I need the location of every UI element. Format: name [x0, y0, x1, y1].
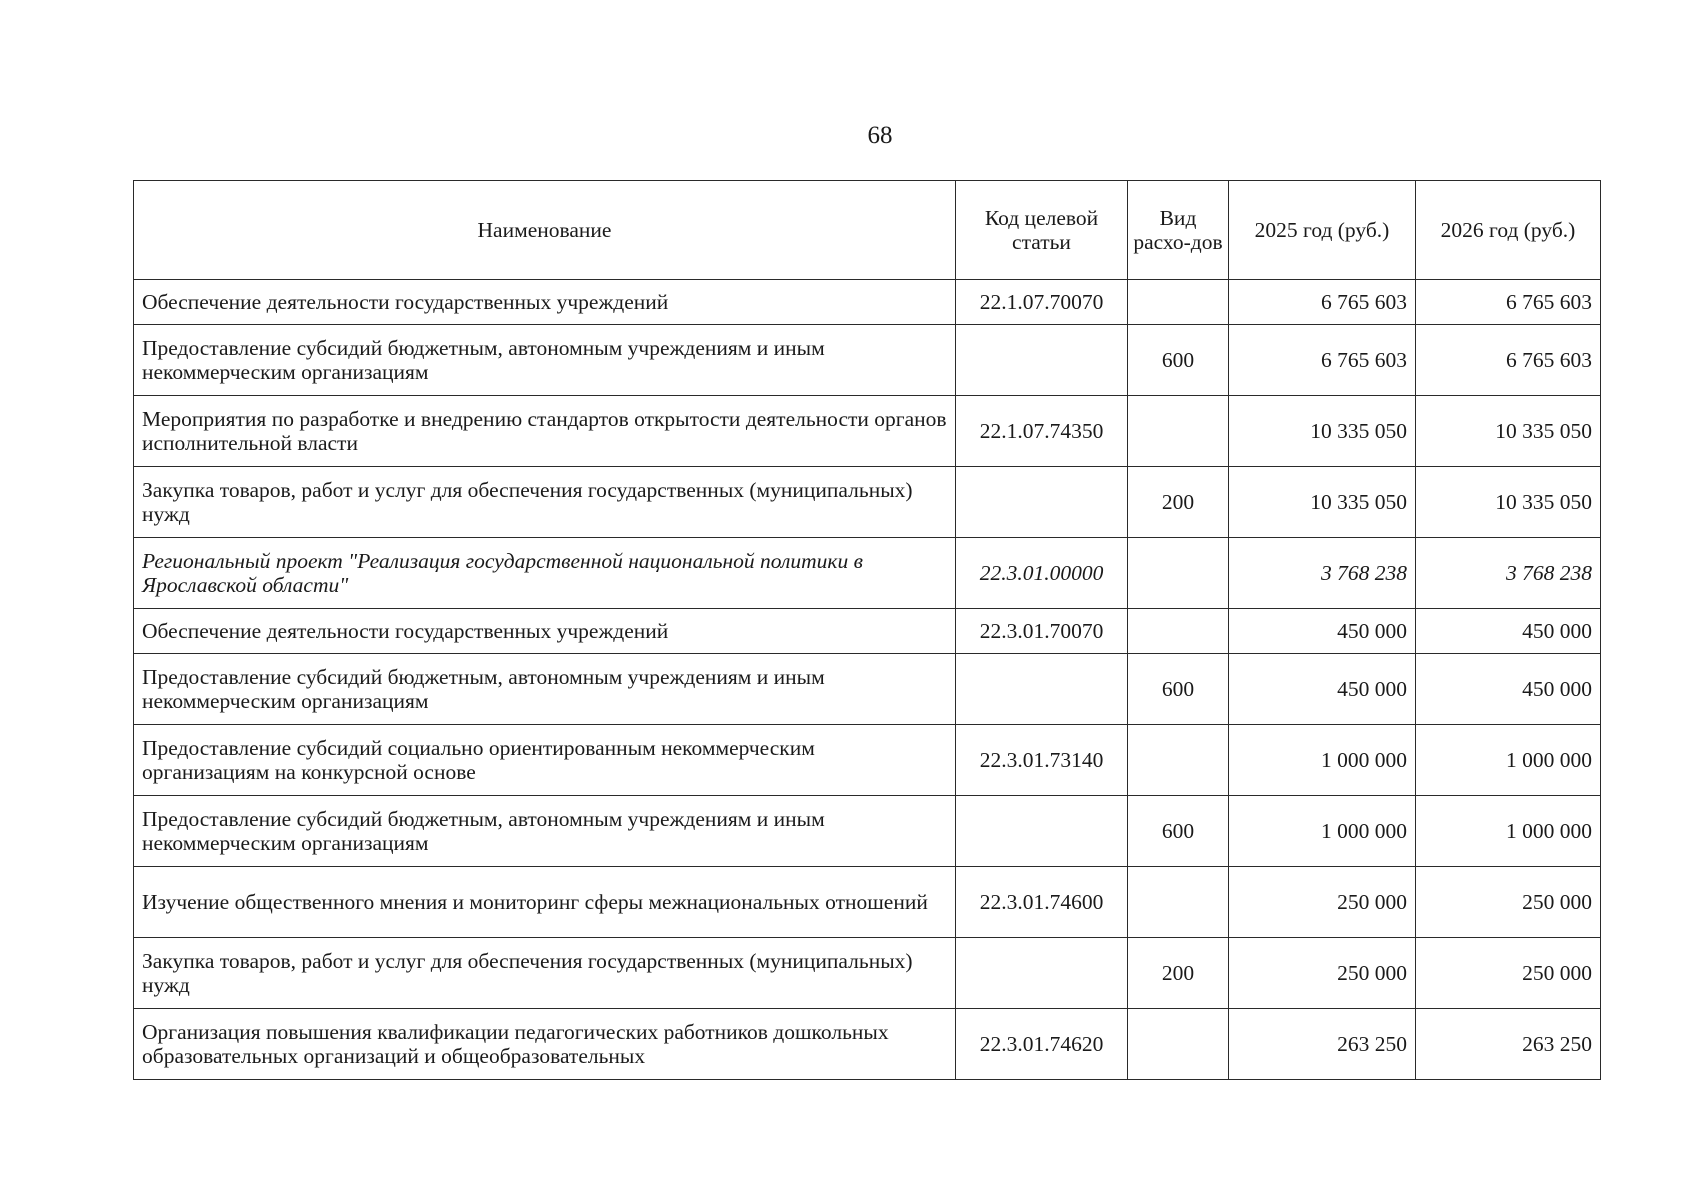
row-name: Предоставление субсидий социально ориентированным некоммерческим организациям на конкурсной основе: [134, 725, 956, 796]
row-amount-2026: 10 335 050: [1416, 396, 1601, 467]
table-row: [134, 654, 1601, 725]
table-row-regional-project: [134, 538, 1601, 609]
row-kind: 200: [1128, 467, 1229, 538]
row-amount-2025: 250 000: [1229, 938, 1416, 1009]
row-amount-2026: 263 250: [1416, 1009, 1601, 1080]
row-amount-2026: 250 000: [1416, 867, 1601, 938]
row-amount-2026: 3 768 238: [1416, 538, 1601, 609]
row-code: 22.3.01.73140: [956, 725, 1128, 796]
row-amount-2026: 450 000: [1416, 654, 1601, 725]
row-name: Организация повышения квалификации педагогических работников дошкольных образовательных организаций и общеобразовательных: [134, 1009, 956, 1080]
row-amount-2025: 250 000: [1229, 867, 1416, 938]
row-amount-2025: 450 000: [1229, 654, 1416, 725]
row-kind: 600: [1128, 796, 1229, 867]
row-name: Обеспечение деятельности государственных учреждений: [134, 280, 956, 325]
page-number: 68: [867, 122, 893, 149]
row-name: Региональный проект "Реализация государственной национальной политики в Ярославской области": [134, 538, 956, 609]
row-kind: [1128, 609, 1229, 654]
row-amount-2026: 1 000 000: [1416, 796, 1601, 867]
row-code: [956, 467, 1128, 538]
table-row: [134, 325, 1601, 396]
row-amount-2025: 10 335 050: [1229, 467, 1416, 538]
row-name: Мероприятия по разработке и внедрению стандартов открытости деятельности органов исполнительной власти: [134, 396, 956, 467]
row-amount-2025: 10 335 050: [1229, 396, 1416, 467]
row-code: 22.3.01.74620: [956, 1009, 1128, 1080]
row-amount-2025: 6 765 603: [1229, 280, 1416, 325]
table-row: [134, 280, 1601, 325]
row-kind: [1128, 538, 1229, 609]
row-code: 22.1.07.70070: [956, 280, 1128, 325]
row-name: Предоставление субсидий бюджетным, автономным учреждениям и иным некоммерческим организациям: [134, 796, 956, 867]
row-code: [956, 654, 1128, 725]
row-kind: [1128, 396, 1229, 467]
row-kind: [1128, 867, 1229, 938]
header-code: Код целевой статьи: [956, 181, 1128, 280]
row-amount-2025: 6 765 603: [1229, 325, 1416, 396]
row-amount-2025: 3 768 238: [1229, 538, 1416, 609]
row-name: Закупка товаров, работ и услуг для обеспечения государственных (муниципальных) нужд: [134, 467, 956, 538]
row-amount-2026: 1 000 000: [1416, 725, 1601, 796]
row-kind: [1128, 725, 1229, 796]
row-amount-2025: 1 000 000: [1229, 725, 1416, 796]
table-row: [134, 867, 1601, 938]
table-row: [134, 396, 1601, 467]
row-kind: 200: [1128, 938, 1229, 1009]
row-amount-2026: 6 765 603: [1416, 325, 1601, 396]
header-year-2026: 2026 год (руб.): [1416, 181, 1601, 280]
row-kind: 600: [1128, 325, 1229, 396]
row-amount-2025: 450 000: [1229, 609, 1416, 654]
row-amount-2026: 10 335 050: [1416, 467, 1601, 538]
header-name: Наименование: [134, 181, 956, 280]
row-amount-2025: 263 250: [1229, 1009, 1416, 1080]
row-code: 22.1.07.74350: [956, 396, 1128, 467]
row-name: Предоставление субсидий бюджетным, автономным учреждениям и иным некоммерческим организациям: [134, 654, 956, 725]
table-header-row: [134, 181, 1601, 280]
row-amount-2026: 250 000: [1416, 938, 1601, 1009]
header-kind: Вид расхо-дов: [1128, 181, 1229, 280]
row-amount-2026: 450 000: [1416, 609, 1601, 654]
row-amount-2026: 6 765 603: [1416, 280, 1601, 325]
table-row: [134, 938, 1601, 1009]
row-name: Предоставление субсидий бюджетным, автономным учреждениям и иным некоммерческим организациям: [134, 325, 956, 396]
table-row: [134, 467, 1601, 538]
table-row: [134, 1009, 1601, 1080]
table-row: [134, 796, 1601, 867]
row-kind: 600: [1128, 654, 1229, 725]
row-code: 22.3.01.74600: [956, 867, 1128, 938]
row-code: 22.3.01.00000: [956, 538, 1128, 609]
row-name: Изучение общественного мнения и мониторинг сферы межнациональных отношений: [134, 867, 956, 938]
row-kind: [1128, 1009, 1229, 1080]
row-kind: [1128, 280, 1229, 325]
table-row: [134, 725, 1601, 796]
header-year-2025: 2025 год (руб.): [1229, 181, 1416, 280]
row-code: 22.3.01.70070: [956, 609, 1128, 654]
row-amount-2025: 1 000 000: [1229, 796, 1416, 867]
row-code: [956, 938, 1128, 1009]
row-code: [956, 796, 1128, 867]
row-code: [956, 325, 1128, 396]
row-name: Обеспечение деятельности государственных учреждений: [134, 609, 956, 654]
budget-table: [133, 180, 1601, 1080]
row-name: Закупка товаров, работ и услуг для обеспечения государственных (муниципальных) нужд: [134, 938, 956, 1009]
table-row: [134, 609, 1601, 654]
